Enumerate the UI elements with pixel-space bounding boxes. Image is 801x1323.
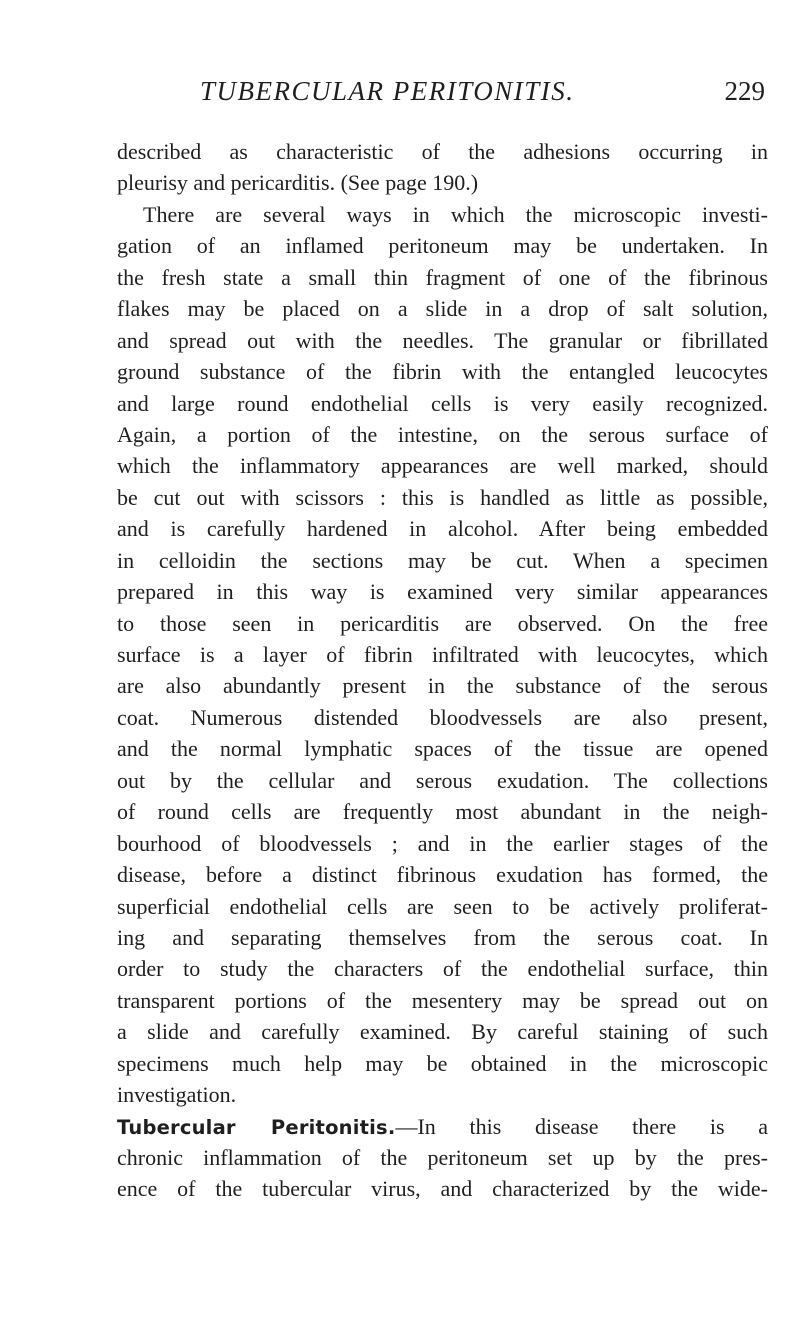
text-line: flakes may be placed on a slide in a drop of salt solution, [117,296,768,322]
section-heading: Tubercular Peritonitis. [117,1115,396,1139]
text-line: investigation. [117,1082,237,1108]
text-line: to those seen in pericarditis are observed. On the free [117,610,768,636]
text-line: There are several ways in which the microscopic investi- [143,201,768,227]
text-line: and spread out with the needles. The granular or fibrillated [117,327,768,353]
text-line: bourhood of bloodvessels ; and in the earlier stages of the [117,830,768,856]
text-line: pleurisy and pericarditis. (See page 190.) [117,170,479,196]
text-line: and large round endothelial cells is very easily recognized. [117,390,768,416]
text-line: ing and separating themselves from the serous coat. In [117,924,768,950]
text-line: specimens much help may be obtained in the microscopic [117,1050,768,1076]
text-line: are also abundantly present in the substance of the serous [117,673,768,699]
text-line: chronic inflammation of the peritoneum set up by the pres- [117,1145,768,1170]
text-line: ence of the tubercular virus, and characterized by the wide- [117,1176,768,1202]
text-line: superficial endothelial cells are seen to be actively proliferat- [117,893,768,919]
text-line: order to study the characters of the endothelial surface, thin [117,956,768,982]
section-run-in-text: —In this disease there is a [395,1113,768,1139]
text-line: be cut out with scissors : this is handled as little as possible, [117,484,768,510]
text-line: prepared in this way is examined very similar appearances [117,579,768,605]
text-line: transparent portions of the mesentery may be spread out on [117,987,768,1013]
text-line: ground substance of the fibrin with the entangled leucocytes [117,359,768,385]
page-header [200,76,765,116]
page-number: 229 [724,76,765,106]
text-line: coat. Numerous distended bloodvessels are also present, [117,704,768,730]
text-line: of round cells are frequently most abundant in the neigh- [117,799,768,825]
text-line: the fresh state a small thin fragment of one of the fibrinous [117,264,768,290]
text-line: a slide and carefully examined. By careful staining of such [117,1019,768,1045]
running-title: TUBERCULAR PERITONITIS. [200,76,575,106]
text-line: gation of an inflamed peritoneum may be undertaken. In [117,233,768,259]
text-line: described as characteristic of the adhesions occurring in [117,139,768,164]
text-line: in celloidin the sections may be cut. When a specimen [117,547,768,573]
text-line: Again, a portion of the intestine, on the serous surface of [117,421,768,447]
body-text [117,136,768,1205]
text-line: and the normal lymphatic spaces of the tissue are opened [117,736,768,762]
section-first-line [117,1111,768,1142]
text-line: disease, before a distinct fibrinous exudation has formed, the [117,862,768,888]
text-line: which the inflammatory appearances are well marked, should [117,453,768,479]
text-line: and is carefully hardened in alcohol. After being embedded [117,516,768,542]
text-line: surface is a layer of fibrin infiltrated with leucocytes, which [117,642,768,667]
text-line: out by the cellular and serous exudation. The collections [117,767,768,793]
